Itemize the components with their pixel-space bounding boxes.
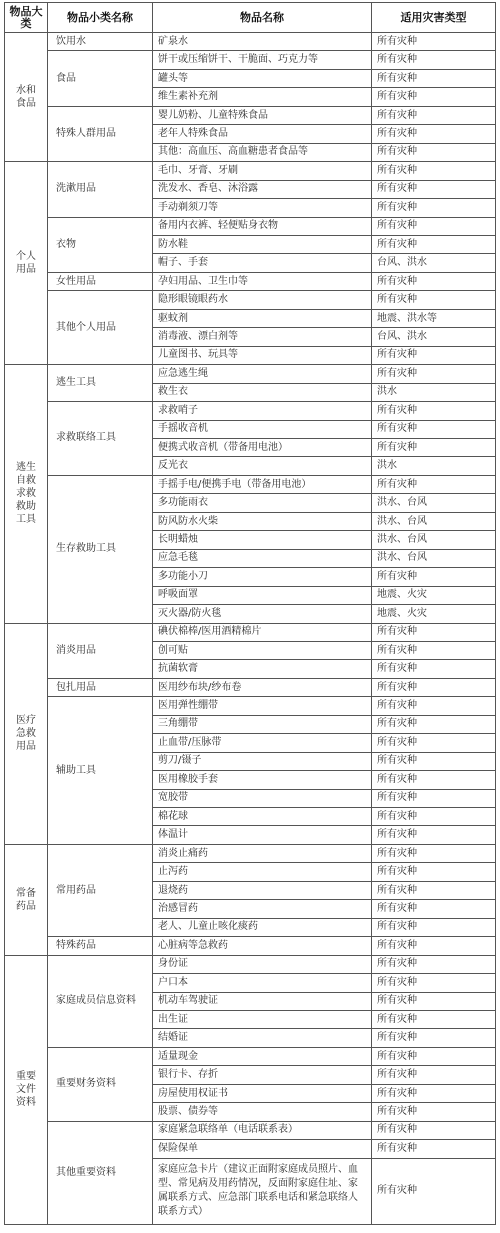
item-name-cell: 体温计 xyxy=(153,826,372,844)
table-row xyxy=(5,365,496,383)
item-name-cell: 呼吸面罩 xyxy=(153,586,372,604)
table-row xyxy=(5,623,496,641)
table-row xyxy=(5,678,496,696)
disaster-type-cell: 台风、洪水 xyxy=(372,254,496,272)
disaster-type-cell: 所有灾种 xyxy=(372,697,496,715)
disaster-type-cell: 所有灾种 xyxy=(372,715,496,733)
item-name-cell: 三角绷带 xyxy=(153,715,372,733)
item-name-cell: 消炎止痛药 xyxy=(153,844,372,862)
table-row xyxy=(5,697,496,715)
emergency-supplies-table xyxy=(4,2,496,1225)
item-name-cell: 便携式收音机（带备用电池） xyxy=(153,438,372,456)
table-row xyxy=(5,291,496,309)
item-name-cell: 手摇收音机 xyxy=(153,420,372,438)
subcategory-cell: 特殊人群用品 xyxy=(48,106,153,161)
disaster-type-cell: 所有灾种 xyxy=(372,438,496,456)
item-name-cell: 防风防水火柴 xyxy=(153,512,372,530)
subcategory-cell: 常用药品 xyxy=(48,844,153,936)
item-name-cell: 保险保单 xyxy=(153,1140,372,1158)
subcategory-cell: 逃生工具 xyxy=(48,365,153,402)
subcategory-cell: 辅助工具 xyxy=(48,697,153,845)
disaster-type-cell: 所有灾种 xyxy=(372,955,496,973)
disaster-type-cell: 所有灾种 xyxy=(372,918,496,936)
table-row xyxy=(5,51,496,69)
subcategory-cell: 其他个人用品 xyxy=(48,291,153,365)
disaster-type-cell: 所有灾种 xyxy=(372,826,496,844)
item-name-cell: 户口本 xyxy=(153,974,372,992)
disaster-type-cell: 所有灾种 xyxy=(372,992,496,1010)
item-name-cell: 多功能雨衣 xyxy=(153,494,372,512)
subcategory-cell: 女性用品 xyxy=(48,272,153,290)
item-name-cell: 驱蚊剂 xyxy=(153,309,372,327)
item-name-cell: 饼干或压缩饼干、干脆面、巧克力等 xyxy=(153,51,372,69)
disaster-type-cell: 所有灾种 xyxy=(372,1047,496,1065)
table-header-row xyxy=(5,3,496,33)
disaster-type-cell: 所有灾种 xyxy=(372,1121,496,1139)
item-name-cell: 反光衣 xyxy=(153,457,372,475)
disaster-type-cell: 洪水 xyxy=(372,383,496,401)
subcategory-cell: 家庭成员信息资料 xyxy=(48,955,153,1047)
disaster-type-cell: 所有灾种 xyxy=(372,125,496,143)
subcategory-cell: 洗漱用品 xyxy=(48,162,153,217)
item-name-cell: 消毒液、漂白剂等 xyxy=(153,328,372,346)
disaster-type-cell: 所有灾种 xyxy=(372,641,496,659)
disaster-type-cell: 洪水、台风 xyxy=(372,531,496,549)
disaster-type-cell: 洪水、台风 xyxy=(372,494,496,512)
item-name-cell: 手动剃须刀等 xyxy=(153,199,372,217)
item-name-cell: 碘伏棉棒/医用酒精棉片 xyxy=(153,623,372,641)
disaster-type-cell: 所有灾种 xyxy=(372,881,496,899)
disaster-type-cell: 所有灾种 xyxy=(372,1029,496,1047)
disaster-type-cell: 洪水、台风 xyxy=(372,549,496,567)
category-cell: 重要文件资料 xyxy=(5,955,48,1224)
disaster-type-cell: 所有灾种 xyxy=(372,1084,496,1102)
disaster-type-cell: 所有灾种 xyxy=(372,771,496,789)
subcategory-cell: 其他重要资料 xyxy=(48,1121,153,1224)
disaster-type-cell: 所有灾种 xyxy=(372,291,496,309)
disaster-type-cell: 所有灾种 xyxy=(372,143,496,161)
table-row xyxy=(5,33,496,51)
table-row xyxy=(5,1047,496,1065)
subcategory-cell: 包扎用品 xyxy=(48,678,153,696)
item-name-cell: 创可贴 xyxy=(153,641,372,659)
table-row xyxy=(5,475,496,493)
category-cell: 水和食品 xyxy=(5,33,48,162)
table-row xyxy=(5,272,496,290)
category-cell: 常备药品 xyxy=(5,844,48,955)
disaster-type-cell: 洪水、台风 xyxy=(372,512,496,530)
disaster-type-cell: 所有灾种 xyxy=(372,937,496,955)
item-name-cell: 老年人特殊食品 xyxy=(153,125,372,143)
item-name-cell: 房屋使用权证书 xyxy=(153,1084,372,1102)
header-subcategory: 物品小类名称 xyxy=(48,3,153,33)
disaster-type-cell: 所有灾种 xyxy=(372,346,496,364)
item-name-cell: 适量现金 xyxy=(153,1047,372,1065)
table-row xyxy=(5,106,496,124)
disaster-type-cell: 所有灾种 xyxy=(372,402,496,420)
item-name-cell: 婴儿奶粉、儿童特殊食品 xyxy=(153,106,372,124)
disaster-type-cell: 所有灾种 xyxy=(372,789,496,807)
disaster-type-cell: 所有灾种 xyxy=(372,180,496,198)
category-cell: 个人用品 xyxy=(5,162,48,365)
disaster-type-cell: 所有灾种 xyxy=(372,660,496,678)
disaster-type-cell: 所有灾种 xyxy=(372,88,496,106)
subcategory-cell: 特殊药品 xyxy=(48,937,153,955)
item-name-cell: 股票、债券等 xyxy=(153,1103,372,1121)
item-name-cell: 孕妇用品、卫生巾等 xyxy=(153,272,372,290)
subcategory-cell: 求救联络工具 xyxy=(48,402,153,476)
item-name-cell: 洗发水、香皂、沐浴露 xyxy=(153,180,372,198)
item-name-cell: 多功能小刀 xyxy=(153,568,372,586)
disaster-type-cell: 所有灾种 xyxy=(372,974,496,992)
disaster-type-cell: 所有灾种 xyxy=(372,1103,496,1121)
disaster-type-cell: 所有灾种 xyxy=(372,217,496,235)
disaster-type-cell: 所有灾种 xyxy=(372,678,496,696)
item-name-cell: 毛巾、牙膏、牙刷 xyxy=(153,162,372,180)
item-name-cell: 银行卡、存折 xyxy=(153,1066,372,1084)
header-item: 物品名称 xyxy=(153,3,372,33)
disaster-type-cell: 所有灾种 xyxy=(372,900,496,918)
disaster-type-cell: 地震、火灾 xyxy=(372,605,496,623)
disaster-type-cell: 所有灾种 xyxy=(372,1066,496,1084)
disaster-type-cell: 所有灾种 xyxy=(372,106,496,124)
item-name-cell: 机动车驾驶证 xyxy=(153,992,372,1010)
item-name-cell: 医用弹性绷带 xyxy=(153,697,372,715)
item-name-cell: 灭火器/防火毯 xyxy=(153,605,372,623)
table-row xyxy=(5,1121,496,1139)
category-cell: 逃生自救求救救助工具 xyxy=(5,365,48,623)
item-name-cell: 救生衣 xyxy=(153,383,372,401)
item-name-cell: 心脏病等急救药 xyxy=(153,937,372,955)
disaster-type-cell: 台风、洪水 xyxy=(372,328,496,346)
item-name-cell: 宽胶带 xyxy=(153,789,372,807)
disaster-type-cell: 所有灾种 xyxy=(372,1011,496,1029)
table-row xyxy=(5,162,496,180)
disaster-type-cell: 所有灾种 xyxy=(372,808,496,826)
disaster-type-cell: 所有灾种 xyxy=(372,1158,496,1224)
table-row xyxy=(5,217,496,235)
disaster-type-cell: 地震、洪水等 xyxy=(372,309,496,327)
subcategory-cell: 食品 xyxy=(48,51,153,106)
item-name-cell: 治感冒药 xyxy=(153,900,372,918)
item-name-cell: 家庭紧急联络单（电话联系表） xyxy=(153,1121,372,1139)
disaster-type-cell: 所有灾种 xyxy=(372,69,496,87)
disaster-type-cell: 所有灾种 xyxy=(372,51,496,69)
item-name-cell: 剪刀/镊子 xyxy=(153,752,372,770)
item-name-cell: 隐形眼镜眼药水 xyxy=(153,291,372,309)
disaster-type-cell: 所有灾种 xyxy=(372,365,496,383)
disaster-type-cell: 所有灾种 xyxy=(372,752,496,770)
disaster-type-cell: 所有灾种 xyxy=(372,272,496,290)
header-category: 物品大类 xyxy=(5,3,48,33)
item-name-cell: 防水鞋 xyxy=(153,235,372,253)
item-name-cell: 家庭应急卡片（建议正面附家庭成员照片、血型、常见病及用药情况，反面附家庭住址、家属联系方式、应急部门联系电话和紧急联络人联系方式） xyxy=(153,1158,372,1224)
item-name-cell: 出生证 xyxy=(153,1011,372,1029)
item-name-cell: 医用纱布块/纱布卷 xyxy=(153,678,372,696)
disaster-type-cell: 所有灾种 xyxy=(372,863,496,881)
category-cell: 医疗急救用品 xyxy=(5,623,48,844)
item-name-cell: 维生素补充剂 xyxy=(153,88,372,106)
item-name-cell: 抗菌软膏 xyxy=(153,660,372,678)
item-name-cell: 结婚证 xyxy=(153,1029,372,1047)
subcategory-cell: 重要财务资料 xyxy=(48,1047,153,1121)
disaster-type-cell: 所有灾种 xyxy=(372,162,496,180)
disaster-type-cell: 所有灾种 xyxy=(372,199,496,217)
item-name-cell: 止泻药 xyxy=(153,863,372,881)
item-name-cell: 医用橡胶手套 xyxy=(153,771,372,789)
disaster-type-cell: 所有灾种 xyxy=(372,734,496,752)
disaster-type-cell: 所有灾种 xyxy=(372,475,496,493)
item-name-cell: 应急逃生绳 xyxy=(153,365,372,383)
item-name-cell: 老人、儿童止咳化痰药 xyxy=(153,918,372,936)
table-body xyxy=(5,33,496,1225)
item-name-cell: 儿童图书、玩具等 xyxy=(153,346,372,364)
header-disaster: 适用灾害类型 xyxy=(372,3,496,33)
disaster-type-cell: 所有灾种 xyxy=(372,420,496,438)
disaster-type-cell: 地震、火灾 xyxy=(372,586,496,604)
item-name-cell: 长明蜡烛 xyxy=(153,531,372,549)
subcategory-cell: 饮用水 xyxy=(48,33,153,51)
table-row xyxy=(5,937,496,955)
item-name-cell: 其他：高血压、高血糖患者食品等 xyxy=(153,143,372,161)
disaster-type-cell: 所有灾种 xyxy=(372,235,496,253)
item-name-cell: 退烧药 xyxy=(153,881,372,899)
disaster-type-cell: 洪水 xyxy=(372,457,496,475)
item-name-cell: 应急毛毯 xyxy=(153,549,372,567)
item-name-cell: 求救哨子 xyxy=(153,402,372,420)
disaster-type-cell: 所有灾种 xyxy=(372,33,496,51)
disaster-type-cell: 所有灾种 xyxy=(372,568,496,586)
table-row xyxy=(5,402,496,420)
item-name-cell: 止血带/压脉带 xyxy=(153,734,372,752)
item-name-cell: 帽子、手套 xyxy=(153,254,372,272)
item-name-cell: 棉花球 xyxy=(153,808,372,826)
item-name-cell: 身份证 xyxy=(153,955,372,973)
item-name-cell: 罐头等 xyxy=(153,69,372,87)
subcategory-cell: 消炎用品 xyxy=(48,623,153,678)
subcategory-cell: 衣物 xyxy=(48,217,153,272)
disaster-type-cell: 所有灾种 xyxy=(372,623,496,641)
disaster-type-cell: 所有灾种 xyxy=(372,1140,496,1158)
table-row xyxy=(5,955,496,973)
item-name-cell: 备用内衣裤、轻便贴身衣物 xyxy=(153,217,372,235)
disaster-type-cell: 所有灾种 xyxy=(372,844,496,862)
item-name-cell: 矿泉水 xyxy=(153,33,372,51)
subcategory-cell: 生存救助工具 xyxy=(48,475,153,623)
table-row xyxy=(5,844,496,862)
item-name-cell: 手摇手电/便携手电（带备用电池） xyxy=(153,475,372,493)
